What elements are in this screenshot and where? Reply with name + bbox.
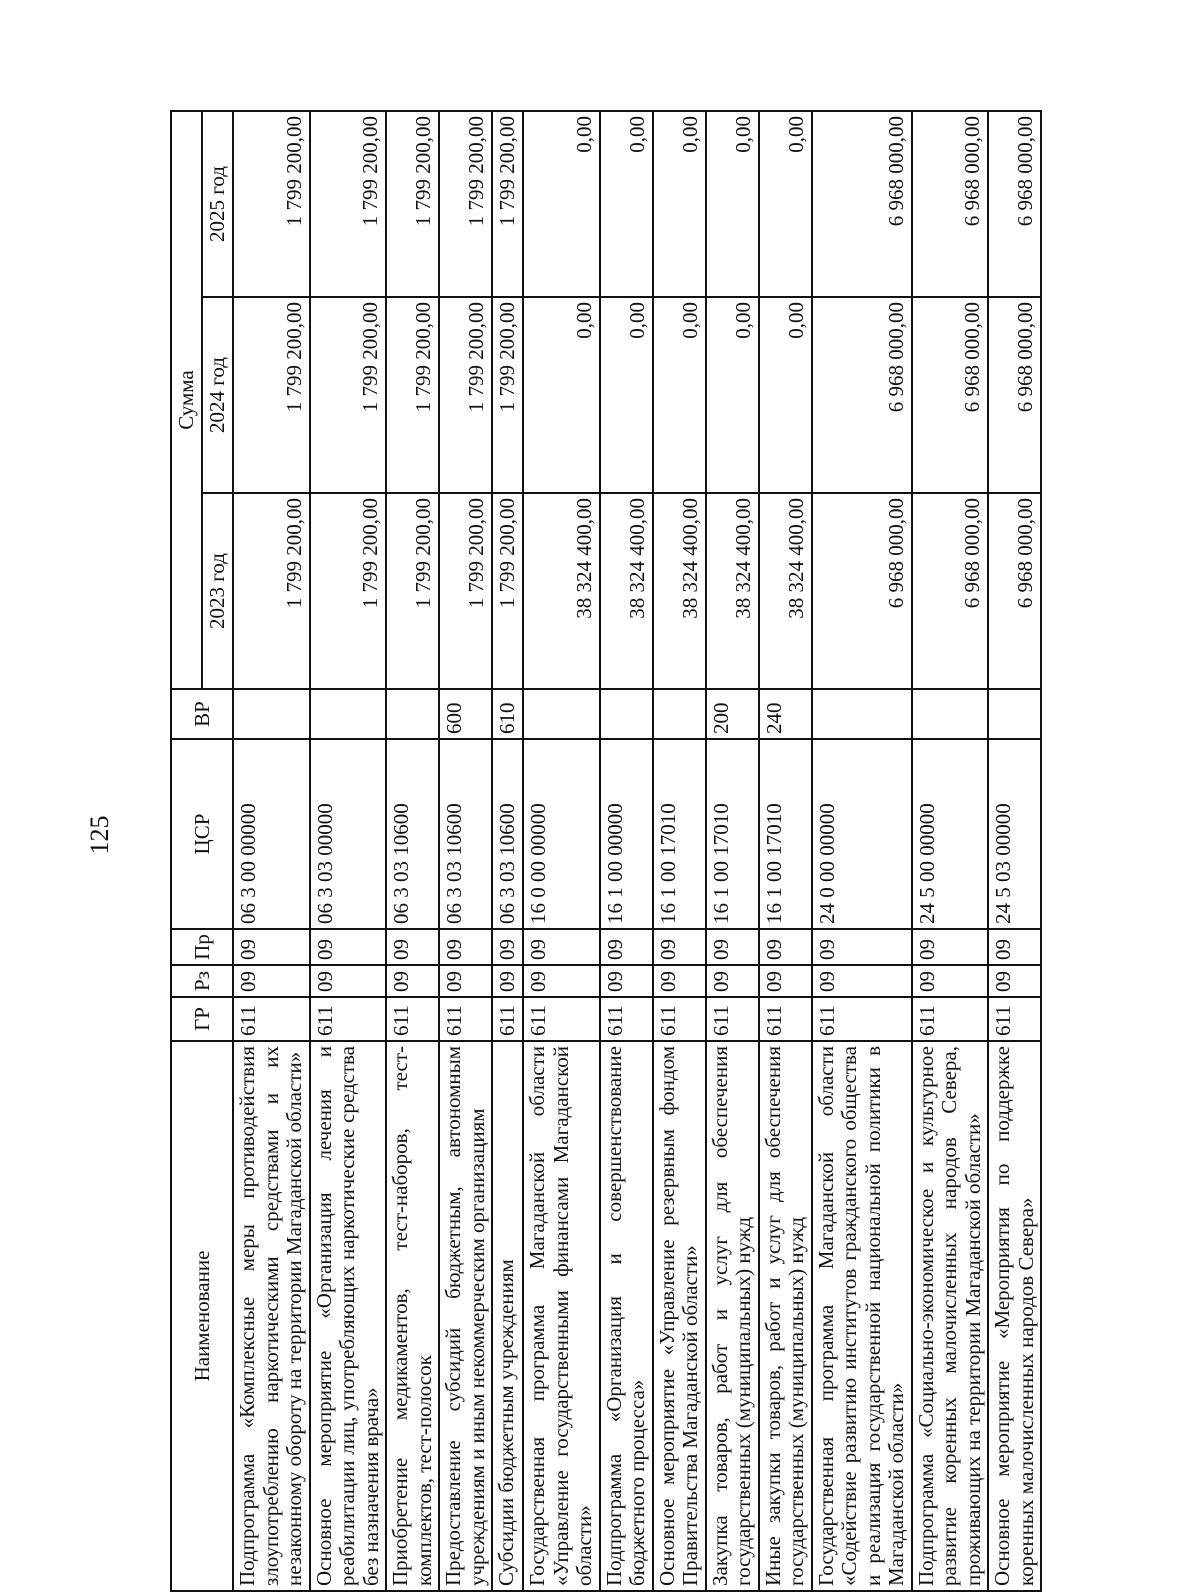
cell-sum-2025: 0,00 bbox=[523, 111, 600, 297]
cell-sum-2024: 1 799 200,00 bbox=[310, 297, 387, 493]
cell-vr: 600 bbox=[439, 689, 492, 739]
cell-name: Иные закупки товаров, работ и услуг для обеспечения государственных (муниципальных) нужд bbox=[759, 1041, 812, 1591]
budget-table-area bbox=[170, 112, 1100, 1592]
cell-csr: 06 3 03 10600 bbox=[492, 739, 523, 929]
cell-pr: 09 bbox=[706, 929, 759, 965]
header-row-1 bbox=[171, 111, 202, 1591]
cell-rz: 09 bbox=[912, 965, 989, 997]
cell-vr bbox=[386, 689, 439, 739]
cell-rz: 09 bbox=[233, 965, 310, 997]
table-row bbox=[233, 111, 310, 1591]
table-row bbox=[812, 111, 912, 1591]
cell-sum-2023: 38 324 400,00 bbox=[600, 493, 653, 689]
cell-name: Основное мероприятие «Управление резервным фондом Правительства Магаданской области» bbox=[653, 1041, 706, 1591]
cell-sum-2025: 1 799 200,00 bbox=[233, 111, 310, 297]
cell-sum-2025: 1 799 200,00 bbox=[492, 111, 523, 297]
header-vr: ВР bbox=[171, 689, 233, 739]
table-row bbox=[523, 111, 600, 1591]
cell-sum-2024: 1 799 200,00 bbox=[386, 297, 439, 493]
header-csr: ЦСР bbox=[171, 739, 233, 929]
cell-sum-2025: 1 799 200,00 bbox=[386, 111, 439, 297]
header-sum: Сумма bbox=[171, 111, 202, 689]
table-row bbox=[759, 111, 812, 1591]
cell-sum-2024: 0,00 bbox=[706, 297, 759, 493]
cell-gr: 611 bbox=[233, 997, 310, 1041]
cell-csr: 16 1 00 17010 bbox=[706, 739, 759, 929]
cell-gr: 611 bbox=[386, 997, 439, 1041]
cell-vr bbox=[912, 689, 989, 739]
cell-pr: 09 bbox=[600, 929, 653, 965]
cell-gr: 611 bbox=[492, 997, 523, 1041]
cell-sum-2024: 0,00 bbox=[653, 297, 706, 493]
cell-rz: 09 bbox=[706, 965, 759, 997]
page-number: 125 bbox=[85, 815, 114, 855]
cell-sum-2023: 6 968 000,00 bbox=[812, 493, 912, 689]
cell-sum-2024: 6 968 000,00 bbox=[912, 297, 989, 493]
table-row bbox=[386, 111, 439, 1591]
cell-gr: 611 bbox=[759, 997, 812, 1041]
cell-sum-2025: 1 799 200,00 bbox=[439, 111, 492, 297]
cell-gr: 611 bbox=[439, 997, 492, 1041]
cell-pr: 09 bbox=[310, 929, 387, 965]
cell-gr: 611 bbox=[310, 997, 387, 1041]
cell-pr: 09 bbox=[988, 929, 1041, 965]
cell-sum-2025: 0,00 bbox=[600, 111, 653, 297]
cell-vr bbox=[600, 689, 653, 739]
cell-pr: 09 bbox=[439, 929, 492, 965]
cell-csr: 16 1 00 00000 bbox=[600, 739, 653, 929]
cell-csr: 06 3 03 10600 bbox=[439, 739, 492, 929]
cell-pr: 09 bbox=[523, 929, 600, 965]
cell-sum-2025: 1 799 200,00 bbox=[310, 111, 387, 297]
cell-csr: 16 0 00 00000 bbox=[523, 739, 600, 929]
table-row bbox=[600, 111, 653, 1591]
cell-rz: 09 bbox=[600, 965, 653, 997]
header-pr: Пр bbox=[171, 929, 233, 965]
cell-sum-2023: 1 799 200,00 bbox=[310, 493, 387, 689]
cell-vr: 240 bbox=[759, 689, 812, 739]
cell-name: Предоставление субсидий бюджетным, автономным учреждениям и иным некоммерческим организациям bbox=[439, 1041, 492, 1591]
cell-pr: 09 bbox=[759, 929, 812, 965]
cell-vr: 610 bbox=[492, 689, 523, 739]
cell-sum-2025: 0,00 bbox=[706, 111, 759, 297]
cell-rz: 09 bbox=[439, 965, 492, 997]
header-2025: 2025 год bbox=[202, 111, 233, 297]
cell-name: Государственная программа Магаданской области «Содействие развитию институтов гражданского общества и реализация государственной национальной политики в Магаданской области» bbox=[812, 1041, 912, 1591]
cell-vr: 200 bbox=[706, 689, 759, 739]
cell-pr: 09 bbox=[653, 929, 706, 965]
cell-sum-2023: 38 324 400,00 bbox=[523, 493, 600, 689]
cell-name: Закупка товаров, работ и услуг для обеспечения государственных (муниципальных) нужд bbox=[706, 1041, 759, 1591]
cell-sum-2024: 1 799 200,00 bbox=[439, 297, 492, 493]
cell-gr: 611 bbox=[706, 997, 759, 1041]
cell-vr bbox=[653, 689, 706, 739]
cell-name: Основное мероприятие «Мероприятия по поддержке коренных малочисленных народов Севера» bbox=[988, 1041, 1041, 1591]
cell-name: Субсидии бюджетным учреждениям bbox=[492, 1041, 523, 1591]
cell-csr: 24 5 03 00000 bbox=[988, 739, 1041, 929]
cell-vr bbox=[310, 689, 387, 739]
cell-rz: 09 bbox=[310, 965, 387, 997]
cell-sum-2024: 6 968 000,00 bbox=[988, 297, 1041, 493]
cell-gr: 611 bbox=[912, 997, 989, 1041]
cell-csr: 24 0 00 00000 bbox=[812, 739, 912, 929]
table-row bbox=[492, 111, 523, 1591]
cell-sum-2024: 6 968 000,00 bbox=[812, 297, 912, 493]
cell-rz: 09 bbox=[759, 965, 812, 997]
cell-rz: 09 bbox=[988, 965, 1041, 997]
cell-gr: 611 bbox=[600, 997, 653, 1041]
cell-csr: 06 3 03 10600 bbox=[386, 739, 439, 929]
table-row bbox=[912, 111, 989, 1591]
cell-csr: 06 3 03 00000 bbox=[310, 739, 387, 929]
header-rz: Рз bbox=[171, 965, 233, 997]
cell-sum-2024: 1 799 200,00 bbox=[233, 297, 310, 493]
cell-gr: 611 bbox=[523, 997, 600, 1041]
header-name: Наименование bbox=[171, 1041, 233, 1591]
cell-sum-2024: 0,00 bbox=[600, 297, 653, 493]
cell-vr bbox=[988, 689, 1041, 739]
cell-name: Государственная программа Магаданской области «Управление государственными финансами Магаданской области» bbox=[523, 1041, 600, 1591]
cell-sum-2024: 1 799 200,00 bbox=[492, 297, 523, 493]
table-row bbox=[439, 111, 492, 1591]
cell-sum-2025: 6 968 000,00 bbox=[812, 111, 912, 297]
cell-pr: 09 bbox=[912, 929, 989, 965]
cell-sum-2023: 38 324 400,00 bbox=[759, 493, 812, 689]
cell-sum-2023: 6 968 000,00 bbox=[912, 493, 989, 689]
cell-sum-2025: 0,00 bbox=[653, 111, 706, 297]
cell-sum-2025: 0,00 bbox=[759, 111, 812, 297]
cell-gr: 611 bbox=[812, 997, 912, 1041]
cell-name: Подпрограмма «Комплексные меры противодействия злоупотреблению наркотическими средствами и их незаконному обороту на территории Магаданской области» bbox=[233, 1041, 310, 1591]
header-2023: 2023 год bbox=[202, 493, 233, 689]
cell-name: Приобретение медикаментов, тест-наборов, тест-комплектов, тест-полосок bbox=[386, 1041, 439, 1591]
cell-name: Основное мероприятие «Организация лечения и реабилитации лиц, употребляющих наркотические средства без назначения врача» bbox=[310, 1041, 387, 1591]
cell-rz: 09 bbox=[523, 965, 600, 997]
cell-rz: 09 bbox=[492, 965, 523, 997]
table-row bbox=[706, 111, 759, 1591]
cell-csr: 24 5 00 00000 bbox=[912, 739, 989, 929]
cell-csr: 06 3 00 00000 bbox=[233, 739, 310, 929]
cell-sum-2023: 38 324 400,00 bbox=[706, 493, 759, 689]
cell-csr: 16 1 00 17010 bbox=[653, 739, 706, 929]
cell-sum-2023: 1 799 200,00 bbox=[386, 493, 439, 689]
budget-table bbox=[170, 110, 1042, 1592]
header-gr: ГР bbox=[171, 997, 233, 1041]
cell-rz: 09 bbox=[653, 965, 706, 997]
cell-name: Подпрограмма «Социально-экономическое и культурное развитие коренных малочисленных народов Севера, проживающих на территории Магаданской области» bbox=[912, 1041, 989, 1591]
cell-name: Подпрограмма «Организация и совершенствование бюджетного процесса» bbox=[600, 1041, 653, 1591]
table-row bbox=[988, 111, 1041, 1591]
cell-pr: 09 bbox=[492, 929, 523, 965]
cell-rz: 09 bbox=[386, 965, 439, 997]
cell-vr bbox=[233, 689, 310, 739]
cell-pr: 09 bbox=[386, 929, 439, 965]
cell-pr: 09 bbox=[812, 929, 912, 965]
cell-sum-2023: 1 799 200,00 bbox=[492, 493, 523, 689]
cell-sum-2023: 1 799 200,00 bbox=[233, 493, 310, 689]
cell-gr: 611 bbox=[653, 997, 706, 1041]
cell-sum-2023: 1 799 200,00 bbox=[439, 493, 492, 689]
cell-rz: 09 bbox=[812, 965, 912, 997]
header-2024: 2024 год bbox=[202, 297, 233, 493]
cell-sum-2025: 6 968 000,00 bbox=[912, 111, 989, 297]
cell-sum-2023: 6 968 000,00 bbox=[988, 493, 1041, 689]
cell-sum-2025: 6 968 000,00 bbox=[988, 111, 1041, 297]
cell-sum-2024: 0,00 bbox=[523, 297, 600, 493]
rotated-table-container bbox=[170, 112, 1100, 1592]
cell-sum-2023: 38 324 400,00 bbox=[653, 493, 706, 689]
cell-vr bbox=[523, 689, 600, 739]
cell-sum-2024: 0,00 bbox=[759, 297, 812, 493]
cell-vr bbox=[812, 689, 912, 739]
cell-gr: 611 bbox=[988, 997, 1041, 1041]
cell-pr: 09 bbox=[233, 929, 310, 965]
table-row bbox=[310, 111, 387, 1591]
cell-csr: 16 1 00 17010 bbox=[759, 739, 812, 929]
table-row bbox=[653, 111, 706, 1591]
